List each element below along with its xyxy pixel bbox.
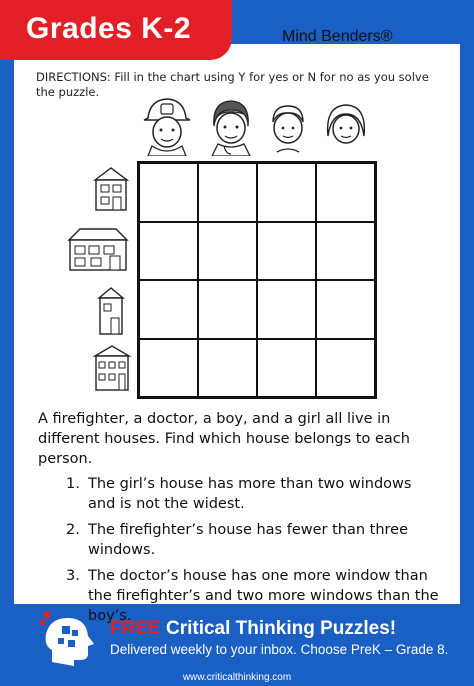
clue-number: 2. [66, 522, 80, 538]
girl-face-icon [319, 96, 373, 156]
chart-cell[interactable] [198, 280, 257, 339]
chart-cell[interactable] [198, 163, 257, 222]
clue-text: The girl’s house has more than two windows and is not the widest. [88, 476, 412, 512]
chart-cell[interactable] [139, 280, 198, 339]
house-icon [92, 344, 132, 392]
person-row [0, 96, 474, 158]
boy-face-icon [263, 96, 313, 156]
grade-label: Grades K-2 [26, 12, 192, 45]
puzzle-story: A firefighter, a doctor, a boy, and a girl all live in different houses. Find which house belongs to each person. [38, 411, 410, 467]
grade-tab [0, 0, 232, 60]
house-icon [92, 166, 130, 212]
chart-cell[interactable] [198, 339, 257, 398]
firefighter-face-icon [140, 96, 194, 156]
house-icon [66, 226, 130, 272]
chart-cell[interactable] [139, 339, 198, 398]
critical-thinking-logo-icon [40, 610, 100, 670]
promo-subtext: Delivered weekly to your inbox. Choose PreK – Grade 8. [110, 642, 449, 657]
clue-list [66, 474, 442, 632]
doctor-face-icon [204, 96, 258, 156]
chart-cell[interactable] [316, 163, 375, 222]
chart-cell[interactable] [139, 163, 198, 222]
clue-text: The doctor’s house has one more window than the firefighter’s and two more windows than the boy’s. [88, 568, 439, 624]
chart-cell[interactable] [257, 280, 316, 339]
promo-headline[interactable] [110, 618, 396, 640]
chart-cell[interactable] [257, 163, 316, 222]
chart-cell[interactable] [316, 222, 375, 281]
clue-text: The firefighter’s house has fewer than three windows. [88, 522, 409, 558]
promo-text: Critical Thinking Puzzles! [165, 618, 397, 639]
clue-item [66, 566, 442, 626]
clue-item [66, 474, 442, 514]
directions-text: DIRECTIONS: Fill in the chart using Y for yes or N for no as you solve the puzzle. [36, 70, 429, 99]
chart-cell[interactable] [257, 339, 316, 398]
house-icon [96, 286, 126, 336]
logic-chart [137, 161, 377, 399]
puzzle-series-title: Mind Benders® [282, 28, 393, 45]
chart-cell[interactable] [257, 222, 316, 281]
chart-cell[interactable] [139, 222, 198, 281]
clue-number: 1. [66, 476, 80, 492]
chart-cell[interactable] [198, 222, 257, 281]
chart-cell[interactable] [316, 339, 375, 398]
free-word: FREE [110, 618, 161, 639]
chart-cell[interactable] [316, 280, 375, 339]
clue-number: 3. [66, 568, 80, 584]
website-link[interactable]: www.criticalthinking.com [182, 672, 292, 683]
clue-item [66, 520, 442, 560]
